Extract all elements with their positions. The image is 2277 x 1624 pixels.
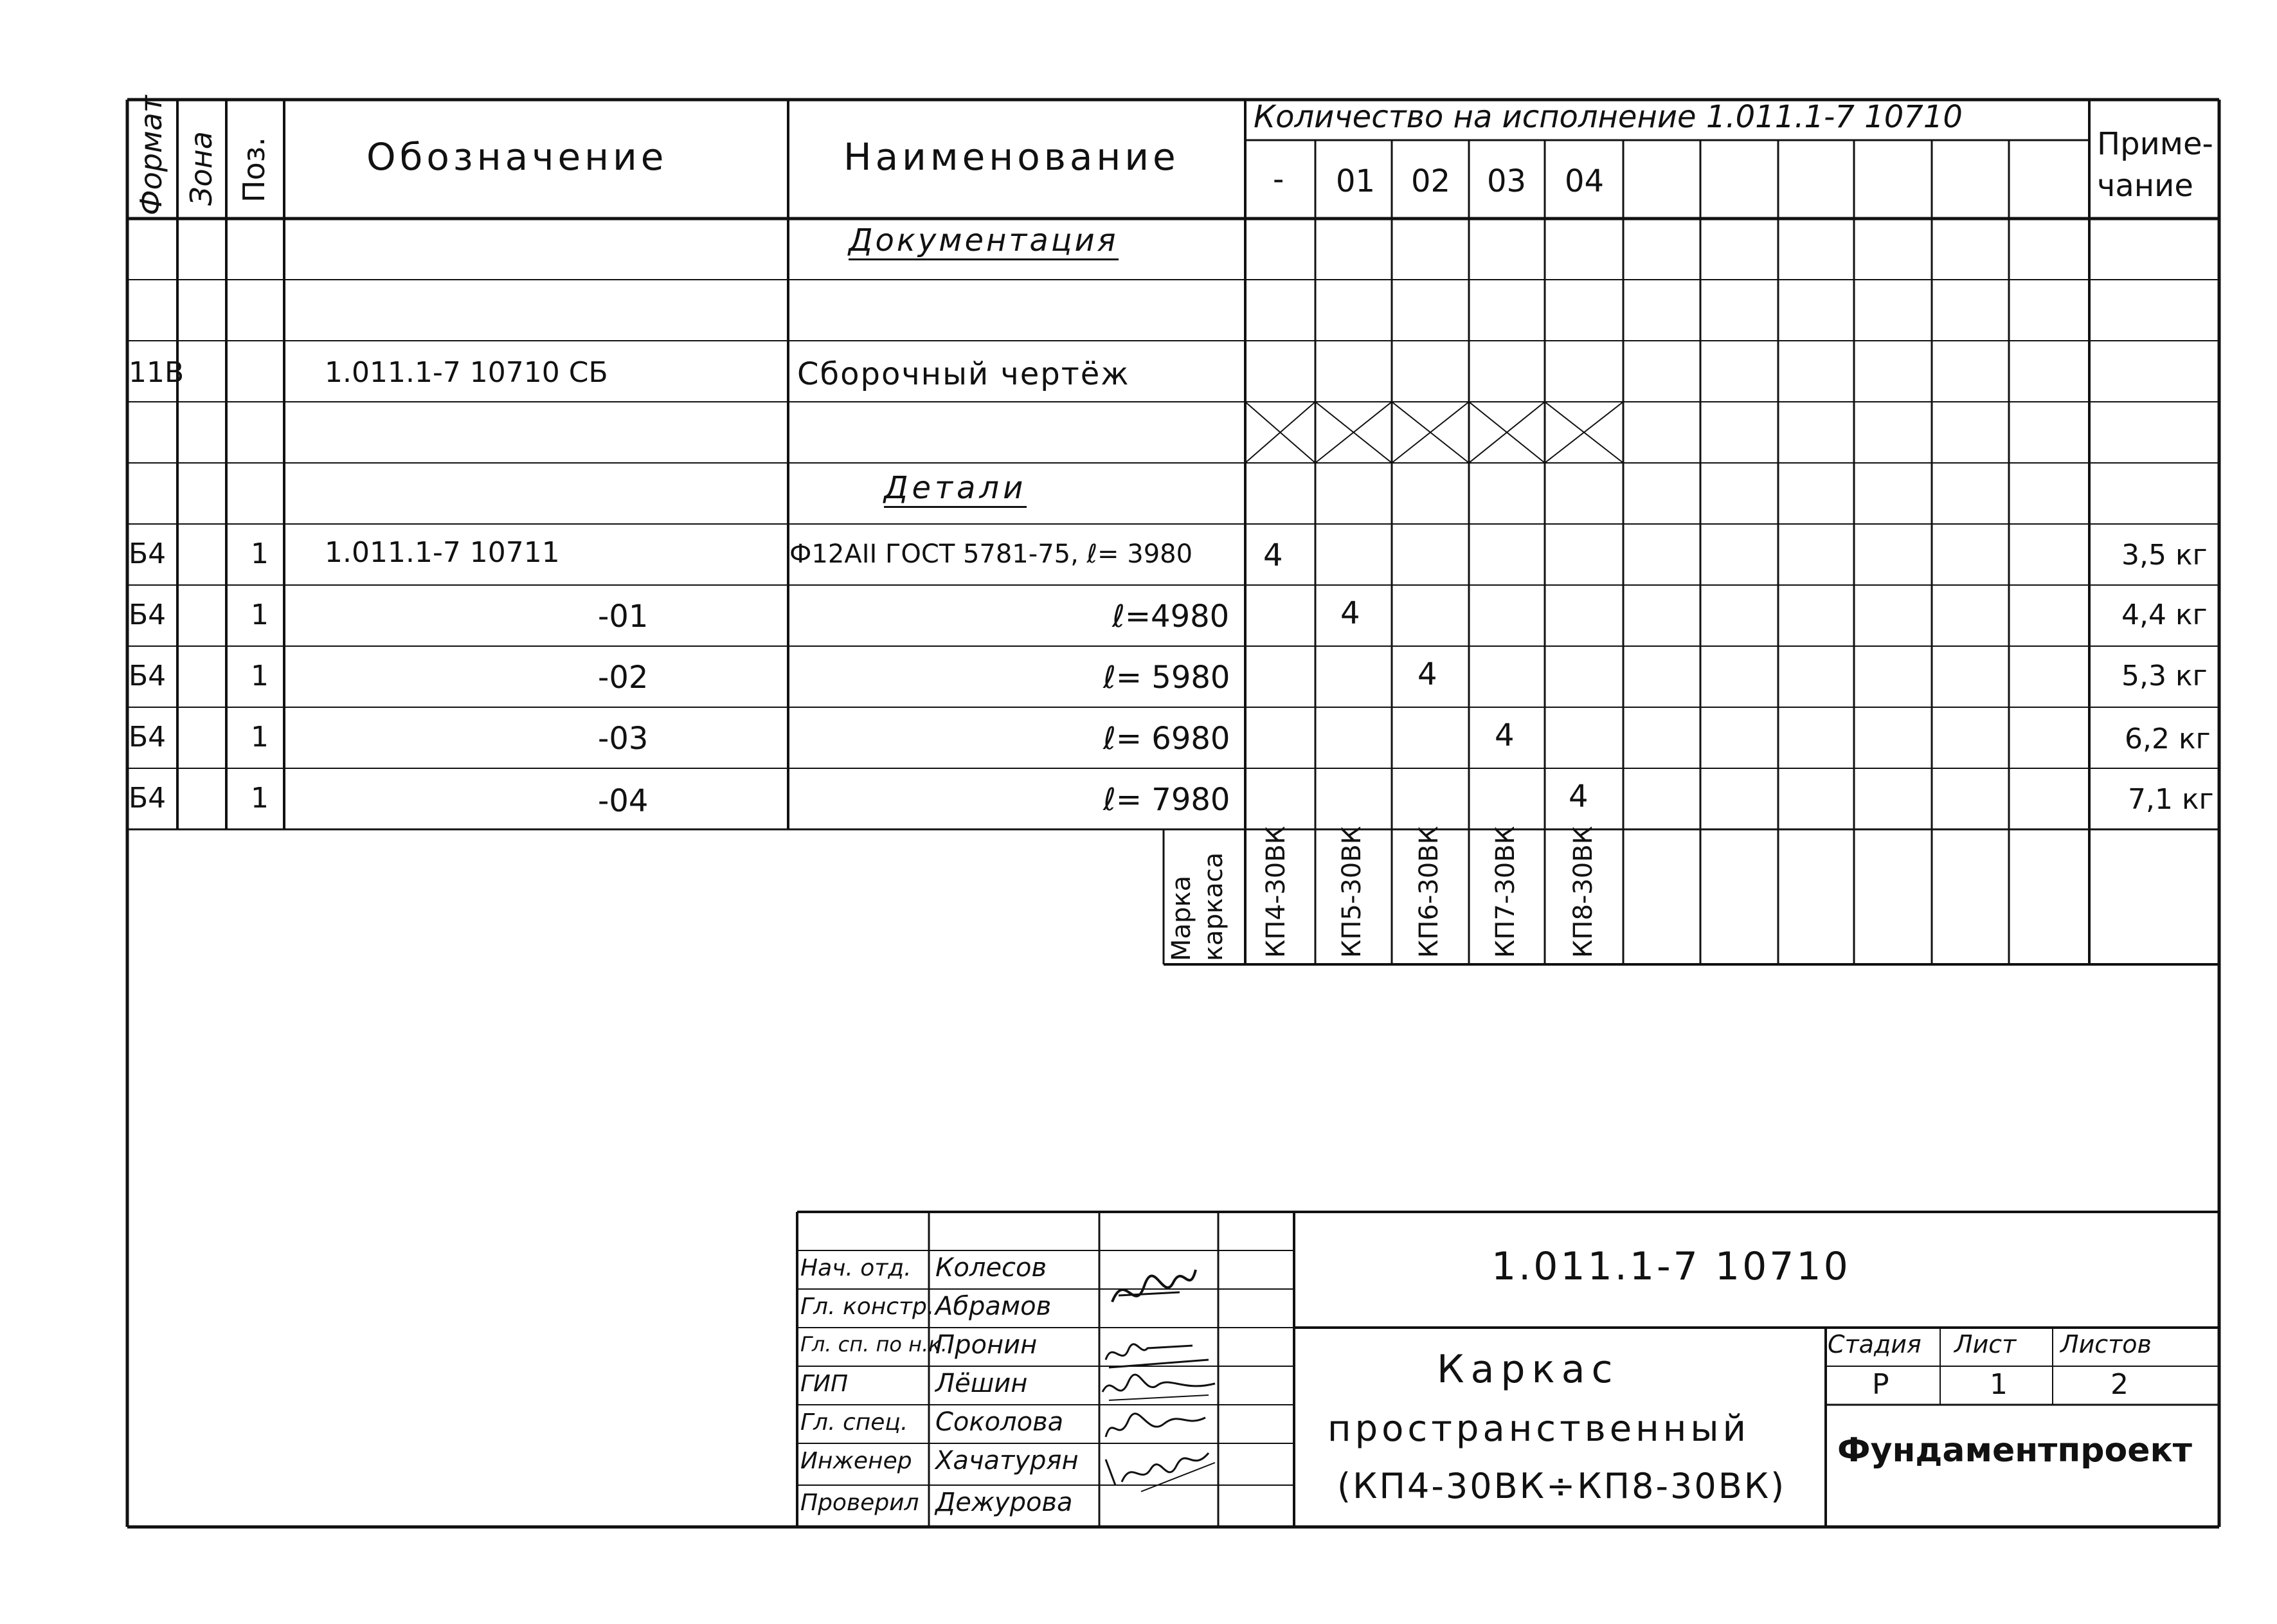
signature-role: Гл. спец. bbox=[800, 1409, 908, 1436]
marks-label-line2: каркаса bbox=[1199, 852, 1228, 961]
detail-pos: 1 bbox=[251, 782, 269, 815]
section-documentation: Документация bbox=[849, 225, 1119, 260]
signature-name: Соколова bbox=[935, 1407, 1064, 1437]
sheet-value: 1 bbox=[1990, 1368, 2008, 1401]
header-variant: 02 bbox=[1411, 163, 1451, 199]
signature-role: Гл. констр. bbox=[800, 1294, 935, 1320]
section-details: Детали bbox=[884, 473, 1027, 508]
handwritten-signature bbox=[1099, 1369, 1221, 1411]
header-variant: 04 bbox=[1565, 163, 1605, 199]
header-variant: 03 bbox=[1487, 163, 1527, 199]
header-variant: 01 bbox=[1336, 163, 1376, 199]
detail-designation: -03 bbox=[598, 721, 649, 757]
detail-name: ℓ= 6980 bbox=[1103, 721, 1230, 757]
marks-label-line1: Марка bbox=[1167, 875, 1196, 961]
detail-name: Ф12АII ГОСТ 5781-75, ℓ= 3980 bbox=[789, 539, 1193, 569]
sheet-label: Лист bbox=[1954, 1330, 2017, 1358]
signature-role: Нач. отд. bbox=[800, 1255, 912, 1281]
mark-value: КП8-30ВК bbox=[1569, 826, 1598, 958]
sheets-value: 2 bbox=[2110, 1368, 2128, 1401]
detail-designation: -04 bbox=[598, 783, 649, 819]
detail-format: Б4 bbox=[129, 599, 166, 631]
signature-name: Пронин bbox=[935, 1330, 1038, 1360]
mark-value: КП6-30ВК bbox=[1414, 826, 1444, 958]
title-line2: пространственный bbox=[1328, 1408, 1751, 1450]
detail-qty: 4 bbox=[1495, 717, 1515, 753]
signature-role: ГИП bbox=[800, 1371, 849, 1397]
detail-note: 3,5 кг bbox=[2121, 539, 2208, 572]
detail-qty: 4 bbox=[1569, 779, 1589, 815]
header-qty-title: Количество на исполнение 1.011.1-7 10710 bbox=[1254, 99, 1963, 135]
header-format: Формат bbox=[134, 95, 168, 215]
handwritten-signature bbox=[1102, 1408, 1212, 1449]
signature-name: Дежурова bbox=[935, 1488, 1073, 1517]
signature-role: Гл. сп. по н.к. bbox=[800, 1332, 948, 1357]
header-note-line2: чание bbox=[2097, 168, 2193, 204]
doc-number: 1.011.1-7 10710 bbox=[1491, 1244, 1851, 1289]
detail-pos: 1 bbox=[251, 537, 269, 570]
header-zone: Зона bbox=[184, 131, 219, 206]
detail-note: 6,2 кг bbox=[2125, 723, 2211, 755]
mark-value: КП5-30ВК bbox=[1337, 826, 1367, 958]
organization: Фундаментпроект bbox=[1837, 1431, 2192, 1470]
signature-name: Колесов bbox=[935, 1253, 1047, 1283]
header-variant: - bbox=[1273, 161, 1284, 197]
handwritten-signature bbox=[1106, 1257, 1202, 1324]
detail-qty: 4 bbox=[1263, 537, 1283, 573]
stage-value: Р bbox=[1872, 1368, 1889, 1401]
signature-name: Абрамов bbox=[935, 1292, 1052, 1321]
mark-value: КП4-30ВК bbox=[1261, 826, 1291, 958]
detail-pos: 1 bbox=[251, 721, 269, 753]
detail-note: 7,1 кг bbox=[2128, 783, 2214, 816]
title-line1: Каркас bbox=[1437, 1347, 1619, 1392]
doc-row-format: 11В bbox=[129, 356, 184, 389]
detail-designation: -02 bbox=[598, 660, 649, 696]
doc-row-designation: 1.011.1-7 10710 СБ bbox=[325, 356, 608, 389]
header-designation: Обозначение bbox=[366, 135, 668, 179]
detail-pos: 1 bbox=[251, 599, 269, 631]
detail-format: Б4 bbox=[129, 782, 166, 815]
doc-row-name: Сборочный чертёж bbox=[797, 356, 1130, 392]
detail-format: Б4 bbox=[129, 537, 166, 570]
stage-label: Стадия bbox=[1828, 1330, 1922, 1358]
sheets-label: Листов bbox=[2060, 1330, 2152, 1358]
title-line3: (КП4-30ВК÷КП8-30ВК) bbox=[1337, 1466, 1787, 1506]
detail-name: ℓ= 7980 bbox=[1103, 782, 1230, 818]
detail-pos: 1 bbox=[251, 660, 269, 692]
detail-note: 5,3 кг bbox=[2121, 660, 2208, 692]
detail-note: 4,4 кг bbox=[2121, 599, 2208, 631]
mark-value: КП7-30ВК bbox=[1491, 826, 1520, 958]
signature-name: Хачатурян bbox=[935, 1446, 1079, 1475]
detail-qty: 4 bbox=[1340, 595, 1360, 631]
detail-designation: 1.011.1-7 10711 bbox=[325, 536, 560, 569]
header-position: Поз. bbox=[237, 137, 271, 203]
detail-format: Б4 bbox=[129, 721, 166, 753]
signature-role: Проверил bbox=[800, 1490, 919, 1516]
handwritten-signature bbox=[1102, 1447, 1218, 1501]
detail-format: Б4 bbox=[129, 660, 166, 692]
detail-qty: 4 bbox=[1418, 656, 1437, 692]
signature-name: Лёшин bbox=[935, 1369, 1028, 1398]
header-note-line1: Приме- bbox=[2097, 126, 2213, 162]
header-name: Наименование bbox=[843, 135, 1180, 179]
detail-name: ℓ= 5980 bbox=[1103, 660, 1230, 696]
signature-role: Инженер bbox=[800, 1448, 912, 1474]
detail-designation: -01 bbox=[598, 599, 649, 635]
detail-name: ℓ=4980 bbox=[1112, 599, 1230, 635]
